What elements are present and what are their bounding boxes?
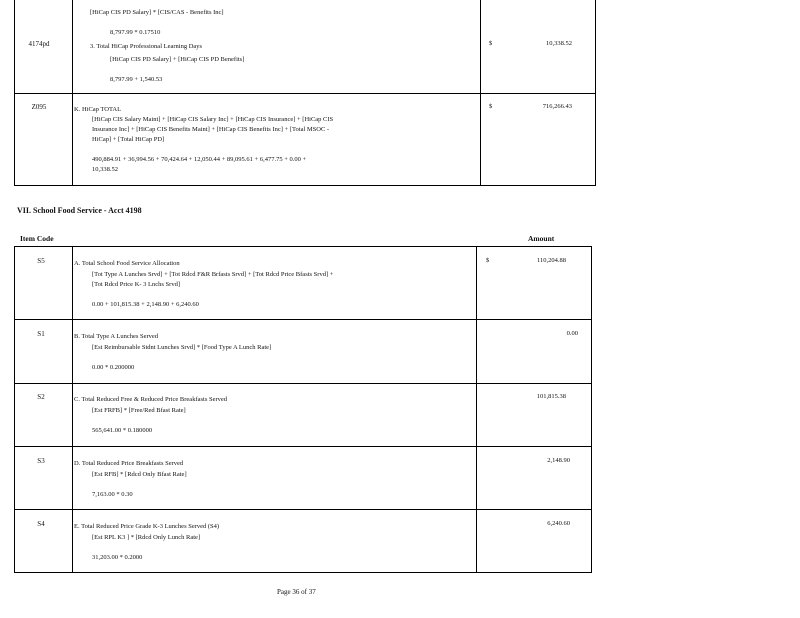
column-header-item-code: Item Code xyxy=(20,234,54,243)
amount-value: 6,240.60 xyxy=(547,520,570,527)
calculation-text: 8,797.99 * 0.17510 xyxy=(110,29,161,36)
amount-value: 110,204.88 xyxy=(536,257,566,264)
item-label: B. Total Type A Lunches Served xyxy=(74,333,159,340)
row-divider xyxy=(14,93,596,94)
formula-text: Insurance Inc] + [HiCap CIS Benefits Maint] + [HiCap CIS Benefits Inc] + [Total MSOC - xyxy=(92,126,330,133)
item-label: A. Total School Food Service Allocation xyxy=(74,260,180,267)
row-divider xyxy=(14,446,592,447)
section-title: VII. School Food Service - Acct 4198 xyxy=(17,206,142,215)
item-code: 4174pd xyxy=(28,40,50,48)
calculation-text: 8,797.99 + 1,540.53 xyxy=(110,76,163,83)
calculation-text: 565,641.00 * 0.180000 xyxy=(92,427,153,434)
row-divider xyxy=(14,319,592,320)
item-code: Z095 xyxy=(31,103,47,111)
dollar-sign: $ xyxy=(489,103,493,110)
item-code: S4 xyxy=(37,520,45,528)
row-divider xyxy=(14,383,592,384)
column-divider xyxy=(476,246,477,573)
row-divider xyxy=(14,509,592,510)
amount-value: 10,338.52 xyxy=(546,40,572,47)
formula-text: [Tot Type A Lunches Srvd] + [Tot Rdcd F&R Brfasts Srvd] + [Tot Rdcd Price Bfasts Srvd] + xyxy=(92,271,334,278)
item-label: K. HiCap TOTAL xyxy=(74,106,122,113)
column-divider xyxy=(72,246,73,573)
table-border-bottom xyxy=(14,185,596,186)
formula-text: [Est Reimbursable Stdnt Lunches Srvd] * [Food Type A Lunch Rate] xyxy=(92,344,272,351)
amount-value: 2,148.90 xyxy=(547,457,570,464)
formula-text: [Tot Rdcd Price K- 3 Lnchs Srvd] xyxy=(92,281,181,288)
formula-text: [HiCap CIS PD Salary] + [HiCap CIS PD Benefits] xyxy=(110,56,245,63)
item-code: S1 xyxy=(37,330,45,338)
formula-text: [HiCap CIS PD Salary] * [CIS/CAS - Benefits Inc] xyxy=(90,9,224,16)
item-label: E. Total Reduced Price Grade K-3 Lunches Served (S4) xyxy=(74,523,220,530)
item-code: S3 xyxy=(37,457,45,465)
page-number: Page 36 of 37 xyxy=(277,588,316,596)
item-label: C. Total Reduced Free & Reduced Price Breakfasts Served xyxy=(74,396,228,403)
table-border-right xyxy=(591,246,592,573)
formula-text: [Est RFB] * [Rdcd Only Bfast Rate] xyxy=(92,471,187,478)
calculation-text: 0.00 * 0.200000 xyxy=(92,364,135,371)
formula-text: [HiCap CIS Salary Maint] + [HiCap CIS Salary Inc] + [HiCap CIS Insurance] + [HiCap CIS xyxy=(92,116,334,123)
calculation-text: 490,884.91 + 36,994.56 + 70,424.64 + 12,050.44 + 89,095.61 + 6,477.75 + 0.00 + xyxy=(92,156,307,163)
item-code: S2 xyxy=(37,393,45,401)
formula-text: [Est FRFB] * [Free/Red Bfast Rate] xyxy=(92,407,186,414)
item-label: D. Total Reduced Price Breakfasts Served xyxy=(74,460,184,467)
item-description: 3. Total HiCap Professional Learning Days xyxy=(90,43,203,50)
calculation-text: 31,203.00 * 0.2000 xyxy=(92,554,143,561)
calculation-text: 0.00 + 101,815.38 + 2,148.90 + 6,240.60 xyxy=(92,301,199,308)
column-header-amount: Amount xyxy=(528,234,555,243)
calculation-text: 10,338.52 xyxy=(92,166,118,173)
amount-value: 716,266.43 xyxy=(542,103,572,110)
table-border-bottom xyxy=(14,572,592,573)
calculation-text: 7,163.00 * 0.30 xyxy=(92,491,133,498)
dollar-sign: $ xyxy=(489,40,493,47)
dollar-sign: $ xyxy=(486,257,490,264)
amount-value: 101,815.38 xyxy=(536,393,566,400)
formula-text: [Est RPL K3 ] * [Rdcd Only Lunch Rate] xyxy=(92,534,201,541)
table-border-top xyxy=(14,246,592,247)
amount-value: 0.00 xyxy=(566,330,578,337)
item-code: S5 xyxy=(37,257,45,265)
formula-text: HiCap] + [Total HiCap PD] xyxy=(92,136,165,143)
